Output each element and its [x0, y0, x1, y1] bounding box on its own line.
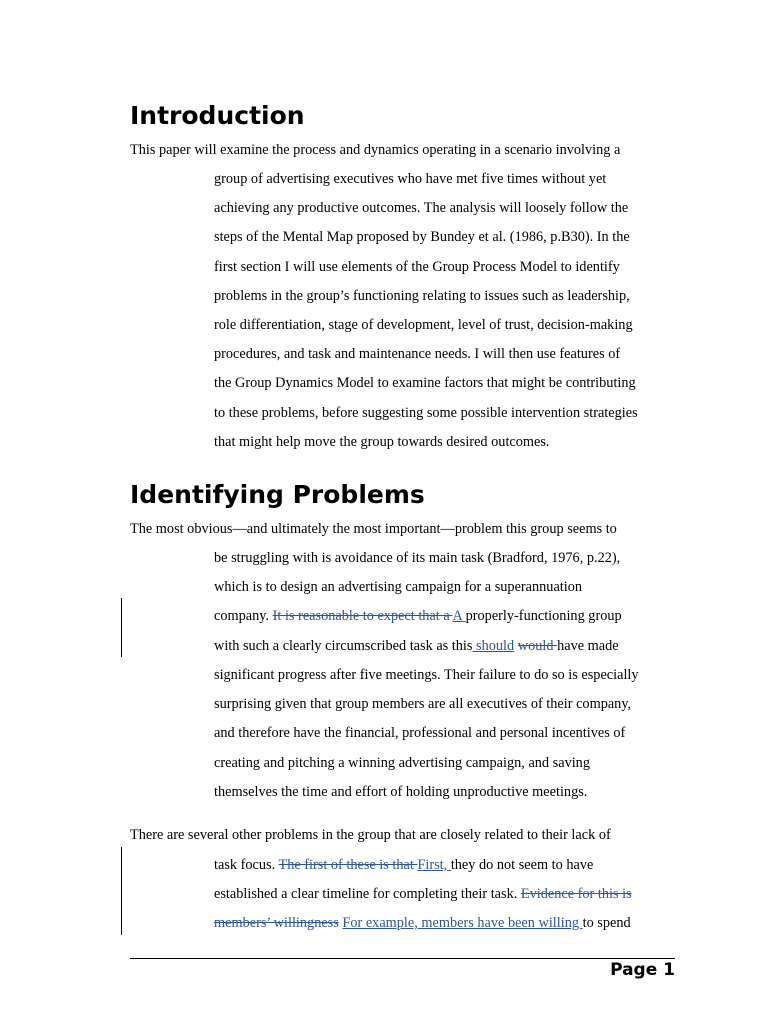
heading-identifying-problems: Identifying Problems — [130, 480, 425, 509]
text-line: to these problems, before suggesting some possible intervention strategies — [214, 405, 638, 421]
text-run: with such a clearly circumscribed task as this — [214, 638, 473, 654]
text-run: properly-functioning group — [465, 608, 622, 624]
text-line-revised — [214, 914, 631, 932]
text-run: have made — [557, 638, 619, 654]
inserted-text: First, — [417, 857, 451, 873]
text-run: established a clear timeline for completing their task. — [214, 886, 521, 902]
change-bar — [121, 847, 122, 935]
page-number: Page 1 — [610, 960, 675, 980]
text-line-revised — [214, 856, 593, 874]
text-line-revised — [214, 885, 632, 903]
text-line: The most obvious—and ultimately the most important—problem this group seems to — [130, 521, 617, 537]
inserted-text: A — [452, 608, 466, 624]
deleted-text: Evidence for this is — [520, 886, 632, 902]
text-line: significant progress after five meetings. Their failure to do so is especially — [214, 667, 639, 683]
footer-rule — [130, 958, 675, 959]
change-bar — [121, 598, 122, 657]
text-line: themselves the time and effort of holding unproductive meetings. — [214, 784, 588, 800]
text-line: steps of the Mental Map proposed by Bundey et al. (1986, p.B30). In the — [214, 229, 630, 245]
text-line: which is to design an advertising campaign for a superannuation — [214, 579, 583, 595]
text-line: group of advertising executives who have met five times without yet — [214, 171, 607, 187]
text-run: they do not seem to have — [450, 857, 594, 873]
inserted-text: should — [472, 638, 515, 654]
text-line: This paper will examine the process and dynamics operating in a scenario involving a — [130, 142, 621, 158]
text-line: creating and pitching a winning advertising campaign, and saving — [214, 755, 590, 771]
text-run: to spend — [582, 915, 631, 931]
text-line: and therefore have the financial, professional and personal incentives of — [214, 725, 626, 741]
text-line: achieving any productive outcomes. The analysis will loosely follow the — [214, 200, 629, 216]
heading-introduction: Introduction — [130, 101, 305, 130]
text-line: that might help move the group towards desired outcomes. — [214, 434, 550, 450]
text-line: problems in the group’s functioning relating to issues such as leadership, — [214, 288, 630, 304]
deleted-text: It is reasonable to expect that a — [272, 608, 453, 624]
text-line: be struggling with is avoidance of its main task (Bradford, 1976, p.22), — [214, 550, 621, 566]
text-run: company. — [214, 608, 273, 624]
deleted-text: would — [517, 638, 558, 654]
deleted-text: members’ willingness — [214, 915, 339, 931]
text-line: There are several other problems in the group that are closely related to their lack of — [130, 827, 611, 843]
deleted-text: The first of these is that — [278, 857, 418, 873]
text-line-revised — [214, 607, 622, 625]
text-line-revised — [214, 637, 619, 655]
text-line: the Group Dynamics Model to examine factors that might be contributing — [214, 375, 636, 391]
text-line: surprising given that group members are all executives of their company, — [214, 696, 632, 712]
text-line: role differentiation, stage of development, level of trust, decision-making — [214, 317, 633, 333]
text-line: first section I will use elements of the Group Process Model to identify — [214, 259, 620, 275]
inserted-text: For example, members have been willing — [342, 915, 583, 931]
text-line: procedures, and task and maintenance needs. I will then use features of — [214, 346, 621, 362]
text-run: task focus. — [214, 857, 279, 873]
